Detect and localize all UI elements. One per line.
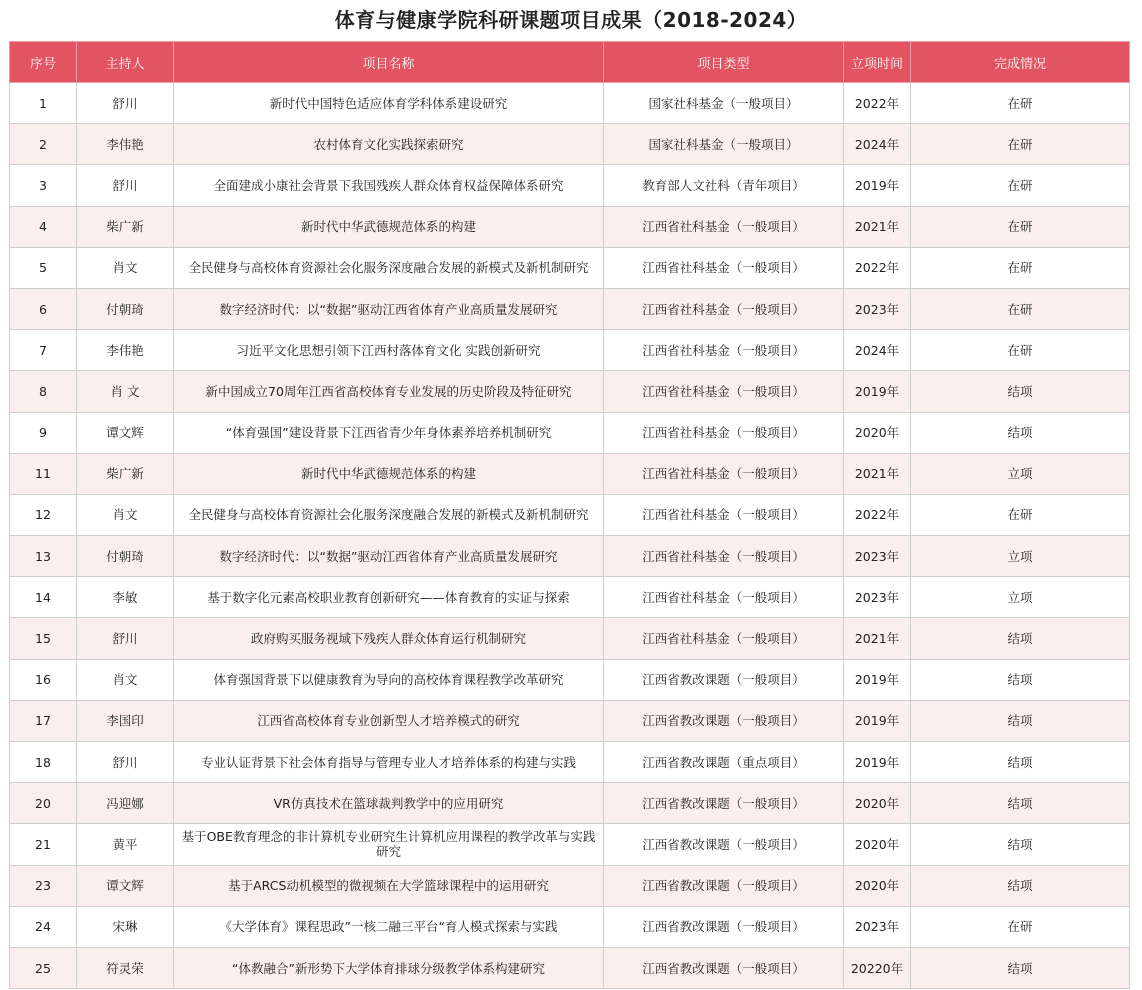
cell-project-type: 江西省社科基金（一般项目） [604, 453, 844, 494]
cell-host: 肖文 [77, 494, 174, 535]
cell-serial-no: 14 [10, 577, 77, 618]
cell-approval-date: 2024年 [844, 124, 911, 165]
cell-host: 柴广新 [77, 453, 174, 494]
cell-completion-status: 在研 [911, 124, 1130, 165]
cell-approval-date: 2021年 [844, 206, 911, 247]
cell-host: 付朝琦 [77, 536, 174, 577]
cell-host: 肖文 [77, 659, 174, 700]
cell-project-type: 江西省社科基金（一般项目） [604, 247, 844, 288]
page-title: 体育与健康学院科研课题项目成果（2018-2024） [334, 8, 808, 32]
cell-completion-status: 在研 [911, 165, 1130, 206]
cell-project-type: 江西省教改课题（一般项目） [604, 783, 844, 824]
cell-approval-date: 2020年 [844, 783, 911, 824]
cell-host: 宋琳 [77, 906, 174, 947]
cell-project-name: 新时代中国特色适应体育学科体系建设研究 [174, 83, 604, 124]
cell-serial-no: 7 [10, 330, 77, 371]
cell-host: 柴广新 [77, 206, 174, 247]
cell-approval-date: 2023年 [844, 536, 911, 577]
table-row [10, 906, 1130, 947]
cell-serial-no: 3 [10, 165, 77, 206]
cell-completion-status: 结项 [911, 742, 1130, 783]
table-row [10, 453, 1130, 494]
table-row [10, 824, 1130, 865]
cell-approval-date: 2019年 [844, 371, 911, 412]
cell-project-name: 基于数字化元素高校职业教育创新研究——体育教育的实证与探索 [174, 577, 604, 618]
cell-approval-date: 2019年 [844, 742, 911, 783]
cell-project-type: 江西省社科基金（一般项目） [604, 494, 844, 535]
cell-completion-status: 结项 [911, 618, 1130, 659]
cell-completion-status: 立项 [911, 577, 1130, 618]
cell-host: 谭文辉 [77, 865, 174, 906]
cell-serial-no: 25 [10, 947, 77, 988]
cell-project-type: 江西省社科基金（一般项目） [604, 371, 844, 412]
header-approval-date: 立项时间 [844, 42, 911, 83]
cell-completion-status: 在研 [911, 288, 1130, 329]
cell-serial-no: 23 [10, 865, 77, 906]
cell-project-name: 数字经济时代：以“数据”驱动江西省体育产业高质量发展研究 [174, 288, 604, 329]
table-row [10, 742, 1130, 783]
cell-project-type: 江西省教改课题（一般项目） [604, 865, 844, 906]
table-row [10, 124, 1130, 165]
cell-project-type: 国家社科基金（一般项目） [604, 83, 844, 124]
table-row [10, 536, 1130, 577]
cell-project-name: 习近平文化思想引领下江西村落体育文化 实践创新研究 [174, 330, 604, 371]
table-row [10, 371, 1130, 412]
table-row [10, 206, 1130, 247]
cell-approval-date: 2021年 [844, 453, 911, 494]
cell-project-type: 江西省教改课题（一般项目） [604, 906, 844, 947]
header-project-name: 项目名称 [174, 42, 604, 83]
cell-host: 舒川 [77, 165, 174, 206]
header-serial-no: 序号 [10, 42, 77, 83]
cell-project-name: 全面建成小康社会背景下我国残疾人群众体育权益保障体系研究 [174, 165, 604, 206]
table-row [10, 865, 1130, 906]
projects-table [9, 41, 1130, 989]
cell-approval-date: 2020年 [844, 412, 911, 453]
cell-approval-date: 2020年 [844, 865, 911, 906]
table-row [10, 577, 1130, 618]
table-row [10, 947, 1130, 988]
cell-project-name: 全民健身与高校体育资源社会化服务深度融合发展的新模式及新机制研究 [174, 247, 604, 288]
cell-project-name: 政府购买服务视域下残疾人群众体育运行机制研究 [174, 618, 604, 659]
cell-completion-status: 在研 [911, 247, 1130, 288]
table-row [10, 330, 1130, 371]
cell-completion-status: 在研 [911, 330, 1130, 371]
cell-project-name: 基于OBE教育理念的非计算机专业研究生计算机应用课程的教学改革与实践研究 [174, 824, 604, 865]
cell-completion-status: 结项 [911, 865, 1130, 906]
cell-project-name: “体育强国”建设背景下江西省青少年身体素养培养机制研究 [174, 412, 604, 453]
cell-approval-date: 20220年 [844, 947, 911, 988]
cell-serial-no: 4 [10, 206, 77, 247]
cell-serial-no: 17 [10, 700, 77, 741]
cell-project-type: 江西省教改课题（一般项目） [604, 947, 844, 988]
cell-host: 舒川 [77, 83, 174, 124]
cell-project-type: 江西省社科基金（一般项目） [604, 288, 844, 329]
cell-serial-no: 15 [10, 618, 77, 659]
table-row [10, 165, 1130, 206]
cell-approval-date: 2022年 [844, 494, 911, 535]
cell-approval-date: 2021年 [844, 618, 911, 659]
cell-project-name: 基于ARCS动机模型的微视频在大学篮球课程中的运用研究 [174, 865, 604, 906]
table-row [10, 659, 1130, 700]
cell-host: 舒川 [77, 618, 174, 659]
cell-completion-status: 结项 [911, 947, 1130, 988]
cell-host: 李伟艳 [77, 330, 174, 371]
cell-approval-date: 2019年 [844, 700, 911, 741]
cell-project-name: VR仿真技术在篮球裁判教学中的应用研究 [174, 783, 604, 824]
cell-completion-status: 结项 [911, 371, 1130, 412]
cell-approval-date: 2022年 [844, 83, 911, 124]
table-row [10, 288, 1130, 329]
cell-serial-no: 20 [10, 783, 77, 824]
cell-project-type: 江西省教改课题（一般项目） [604, 700, 844, 741]
cell-project-name: 农村体育文化实践探索研究 [174, 124, 604, 165]
cell-project-name: 新时代中华武德规范体系的构建 [174, 206, 604, 247]
cell-completion-status: 结项 [911, 824, 1130, 865]
header-host: 主持人 [77, 42, 174, 83]
cell-serial-no: 18 [10, 742, 77, 783]
cell-serial-no: 8 [10, 371, 77, 412]
table-row [10, 783, 1130, 824]
cell-serial-no: 11 [10, 453, 77, 494]
cell-project-name: 江西省高校体育专业创新型人才培养模式的研究 [174, 700, 604, 741]
cell-host: 舒川 [77, 742, 174, 783]
cell-approval-date: 2023年 [844, 577, 911, 618]
cell-project-type: 江西省社科基金（一般项目） [604, 536, 844, 577]
cell-host: 黄平 [77, 824, 174, 865]
table-row [10, 618, 1130, 659]
cell-approval-date: 2019年 [844, 659, 911, 700]
cell-completion-status: 立项 [911, 453, 1130, 494]
cell-completion-status: 结项 [911, 700, 1130, 741]
cell-serial-no: 9 [10, 412, 77, 453]
cell-project-name: 新时代中华武德规范体系的构建 [174, 453, 604, 494]
cell-serial-no: 13 [10, 536, 77, 577]
cell-serial-no: 6 [10, 288, 77, 329]
cell-completion-status: 在研 [911, 83, 1130, 124]
cell-host: 李伟艳 [77, 124, 174, 165]
cell-project-name: “体教融合”新形势下大学体育排球分级教学体系构建研究 [174, 947, 604, 988]
cell-approval-date: 2023年 [844, 288, 911, 329]
cell-completion-status: 结项 [911, 412, 1130, 453]
cell-completion-status: 在研 [911, 494, 1130, 535]
cell-host: 李敏 [77, 577, 174, 618]
table-body [10, 83, 1130, 989]
cell-serial-no: 24 [10, 906, 77, 947]
cell-project-type: 国家社科基金（一般项目） [604, 124, 844, 165]
cell-project-name: 《大学体育》课程思政”一核二融三平台“育人模式探索与实践 [174, 906, 604, 947]
cell-serial-no: 12 [10, 494, 77, 535]
cell-completion-status: 结项 [911, 659, 1130, 700]
cell-completion-status: 立项 [911, 536, 1130, 577]
cell-project-name: 专业认证背景下社会体育指导与管理专业人才培养体系的构建与实践 [174, 742, 604, 783]
cell-completion-status: 在研 [911, 206, 1130, 247]
table-row [10, 700, 1130, 741]
cell-project-name: 全民健身与高校体育资源社会化服务深度融合发展的新模式及新机制研究 [174, 494, 604, 535]
cell-host: 冯迎娜 [77, 783, 174, 824]
cell-serial-no: 2 [10, 124, 77, 165]
cell-host: 肖文 [77, 247, 174, 288]
cell-project-name: 体育强国背景下以健康教育为导向的高校体育课程教学改革研究 [174, 659, 604, 700]
cell-host: 李国印 [77, 700, 174, 741]
cell-project-type: 江西省教改课题（重点项目） [604, 742, 844, 783]
cell-serial-no: 1 [10, 83, 77, 124]
cell-host: 付朝琦 [77, 288, 174, 329]
cell-approval-date: 2020年 [844, 824, 911, 865]
cell-project-type: 江西省社科基金（一般项目） [604, 412, 844, 453]
cell-serial-no: 16 [10, 659, 77, 700]
table-row [10, 247, 1130, 288]
table-row [10, 412, 1130, 453]
cell-project-name: 新中国成立70周年江西省高校体育专业发展的历史阶段及特征研究 [174, 371, 604, 412]
cell-completion-status: 在研 [911, 906, 1130, 947]
cell-serial-no: 21 [10, 824, 77, 865]
cell-approval-date: 2024年 [844, 330, 911, 371]
cell-project-name: 数字经济时代：以“数据”驱动江西省体育产业高质量发展研究 [174, 536, 604, 577]
cell-approval-date: 2019年 [844, 165, 911, 206]
cell-project-type: 江西省社科基金（一般项目） [604, 577, 844, 618]
table-row [10, 83, 1130, 124]
cell-host: 肖 文 [77, 371, 174, 412]
cell-project-type: 江西省教改课题（一般项目） [604, 824, 844, 865]
cell-project-type: 江西省社科基金（一般项目） [604, 330, 844, 371]
cell-project-type: 教育部人文社科（青年项目） [604, 165, 844, 206]
cell-completion-status: 结项 [911, 783, 1130, 824]
cell-host: 符灵荣 [77, 947, 174, 988]
cell-serial-no: 5 [10, 247, 77, 288]
cell-approval-date: 2023年 [844, 906, 911, 947]
cell-approval-date: 2022年 [844, 247, 911, 288]
cell-project-type: 江西省教改课题（一般项目） [604, 659, 844, 700]
header-completion-status: 完成情况 [911, 42, 1130, 83]
cell-host: 谭文辉 [77, 412, 174, 453]
cell-project-type: 江西省社科基金（一般项目） [604, 618, 844, 659]
cell-project-type: 江西省社科基金（一般项目） [604, 206, 844, 247]
table-header-row [10, 42, 1130, 83]
table-row [10, 494, 1130, 535]
header-project-type: 项目类型 [604, 42, 844, 83]
